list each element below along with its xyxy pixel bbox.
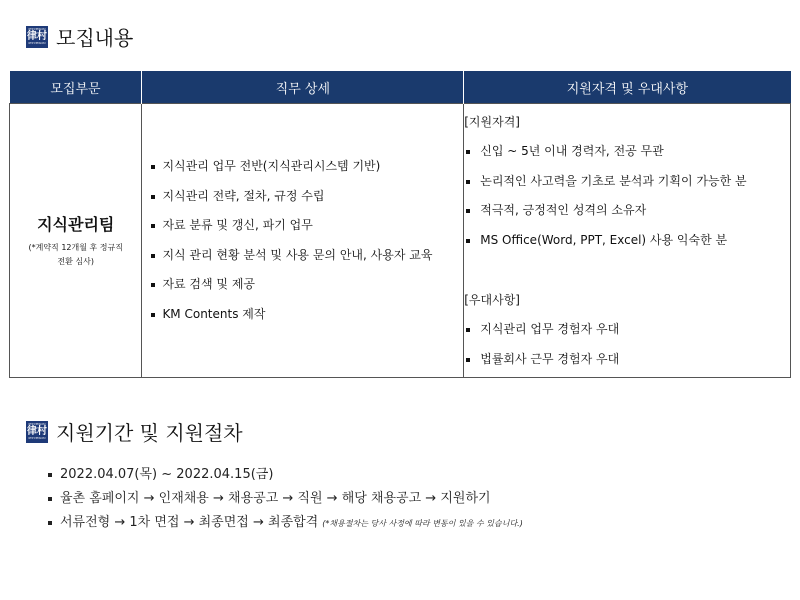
- table-row: [10, 104, 791, 378]
- list-item: 법률회사 근무 경험자 우대: [464, 345, 790, 375]
- column-header-qualifications: 지원자격 및 우대사항: [464, 71, 791, 104]
- department-name: 지식관리팀: [37, 215, 115, 234]
- list-item: 논리적인 사고력을 기초로 분석과 기획이 가능한 분: [464, 167, 790, 197]
- preferences-list: [464, 315, 790, 374]
- duties-cell: [142, 104, 464, 378]
- section-header-recruitment: [26, 22, 133, 51]
- list-item: 지식 관리 현황 분석 및 사용 문의 안내, 사용자 교육: [142, 241, 463, 271]
- qualifications-cell: [464, 104, 791, 378]
- qualifications-list: [464, 137, 790, 255]
- section-title: 모집내용: [56, 26, 134, 50]
- application-process: 서류전형 → 1차 면접 → 최종면접 → 최종합격 (*채용절차는 당사 사정에 따라 변동이 있을 수 있습니다.): [40, 511, 523, 536]
- column-header-department: 모집부문: [10, 71, 142, 104]
- company-logo-icon: PITCHSON 律村 PITCHSON: [26, 26, 48, 48]
- list-item: MS Office(Word, PPT, Excel) 사용 익숙한 분: [464, 226, 790, 256]
- section-title: 지원기간 및 지원절차: [56, 421, 243, 445]
- application-period: 2022.04.07(목) ~ 2022.04.15(금): [40, 463, 523, 487]
- company-logo-icon: PITCHSON 律村 PITCHSON: [26, 421, 48, 443]
- qualifications-heading: [지원자격]: [464, 115, 520, 129]
- recruitment-table: [9, 71, 791, 378]
- preferences-heading: [우대사항]: [464, 293, 520, 307]
- column-header-duties: 직무 상세: [142, 71, 464, 104]
- list-item: 자료 분류 및 갱신, 파기 업무: [142, 211, 463, 241]
- section-header-application: [26, 417, 243, 446]
- list-item: 자료 검색 및 제공: [142, 270, 463, 300]
- table-header-row: [10, 71, 791, 104]
- list-item: 지식관리 전략, 절차, 규정 수립: [142, 182, 463, 212]
- list-item: KM Contents 제작: [142, 300, 463, 330]
- department-cell: [10, 104, 142, 378]
- list-item: 신입 ~ 5년 이내 경력자, 전공 무관: [464, 137, 790, 167]
- list-item: 적극적, 긍정적인 성격의 소유자: [464, 196, 790, 226]
- department-note: (*계약직 12개월 후 정규직 전환 심사): [28, 243, 123, 266]
- application-info-list: [40, 463, 523, 536]
- list-item: 지식관리 업무 전반(지식관리시스템 기반): [142, 152, 463, 182]
- list-item: 지식관리 업무 경험자 우대: [464, 315, 790, 345]
- process-note: (*채용절차는 당사 사정에 따라 변동이 있을 수 있습니다.): [322, 519, 523, 528]
- duties-list: [142, 152, 463, 329]
- application-route: 율촌 홈페이지 → 인재채용 → 채용공고 → 직원 → 해당 채용공고 → 지원하기: [40, 487, 523, 511]
